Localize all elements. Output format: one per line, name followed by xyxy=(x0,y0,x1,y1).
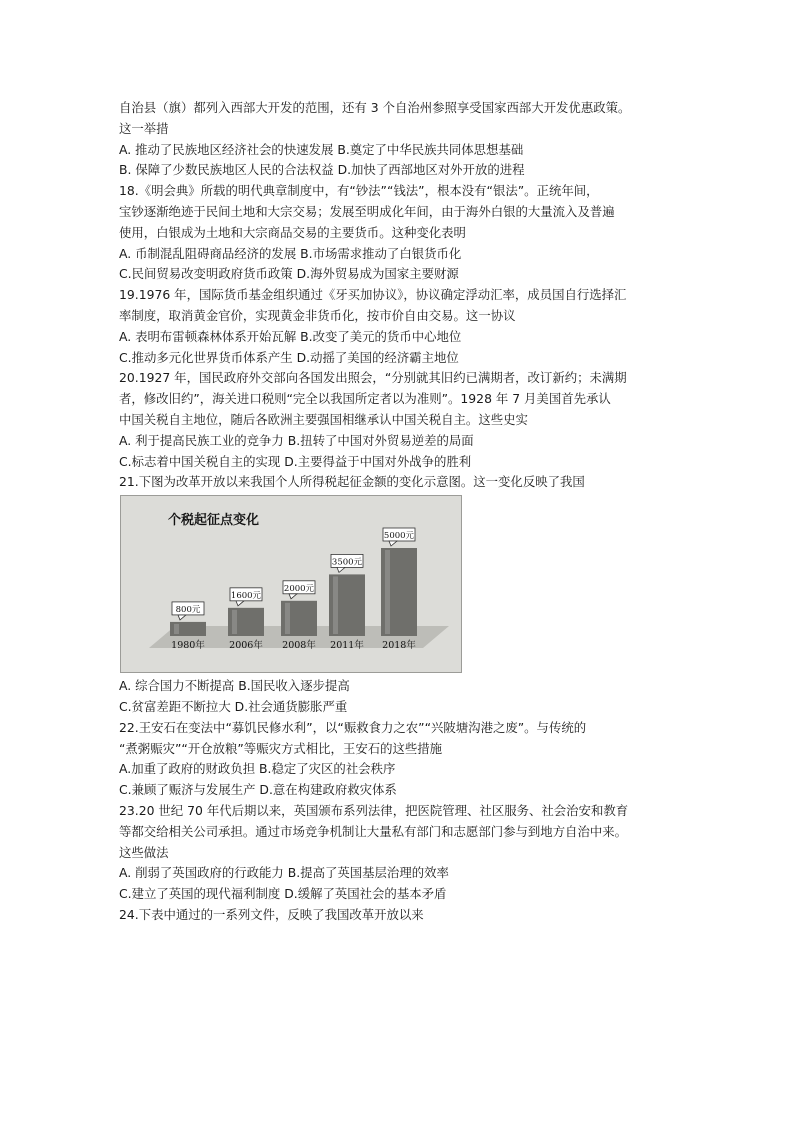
text-line: A. 表明布雷顿森林体系开始瓦解 B.改变了美元的货币中心地位 xyxy=(119,328,462,344)
bar-highlight xyxy=(285,603,290,634)
category-label: 2011年 xyxy=(330,640,364,652)
text-block-after-figure xyxy=(119,676,689,926)
text-line: A. 利于提高民族工业的竞争力 B.扭转了中国对外贸易逆差的局面 xyxy=(119,432,474,448)
text-line: A. 推动了民族地区经济社会的快速发展 B.奠定了中华民族共同体思想基础 xyxy=(119,141,524,157)
question-text xyxy=(119,98,689,926)
text-line: 21.下图为改革开放以来我国个人所得税起征金额的变化示意图。这一变化反映了我国 xyxy=(119,474,585,490)
bar-highlight xyxy=(333,577,338,635)
value-label: 5000元 xyxy=(383,531,415,542)
text-line: A. 削弱了英国政府的行政能力 B.提高了英国基层治理的效率 xyxy=(119,865,449,881)
text-line: 23.20 世纪 70 年代后期以来，英国颁布系列法律，把医院管理、社区服务、社会治安和教育 xyxy=(119,802,629,818)
text-line: C.兼顾了赈济与发展生产 D.意在构建政府救灾体系 xyxy=(119,782,397,798)
text-line: 这一举措 xyxy=(119,120,169,136)
text-line: C.推动多元化世界货币体系产生 D.动摇了美国的经济霸主地位 xyxy=(119,349,459,365)
text-line: C.民间贸易改变明政府货币政策 D.海外贸易成为国家主要财源 xyxy=(119,266,459,282)
value-callout-tail xyxy=(178,615,186,620)
chart-title: 个税起征点变化 xyxy=(168,513,260,529)
bar-highlight xyxy=(232,610,237,634)
text-line: A. 币制混乱阻碍商品经济的发展 B.市场需求推动了白银货币化 xyxy=(119,245,462,261)
bar-highlight xyxy=(174,624,179,634)
category-label: 2006年 xyxy=(229,640,263,652)
value-callout-tail xyxy=(389,541,397,546)
text-line: 24.下表中通过的一系列文件，反映了我国改革开放以来 xyxy=(119,906,424,922)
category-label: 1980年 xyxy=(171,640,205,652)
text-line: 18.《明会典》所载的明代典章制度中，有“钞法”“钱法”，根本没有“银法”。正统年间， xyxy=(119,183,599,199)
text-line: B. 保障了少数民族地区人民的合法权益 D.加快了西部地区对外开放的进程 xyxy=(119,162,525,178)
tax-threshold-figure xyxy=(120,495,462,673)
category-label: 2018年 xyxy=(382,640,416,652)
value-callout-tail xyxy=(236,601,244,606)
text-line: A.加重了政府的财政负担 B.稳定了灾区的社会秩序 xyxy=(119,761,396,777)
category-label: 2008年 xyxy=(282,640,316,652)
value-label: 3500元 xyxy=(331,557,363,568)
text-line: C.建立了英国的现代福利制度 D.缓解了英国社会的基本矛盾 xyxy=(119,886,447,902)
text-line: 使用，白银成为土地和大宗商品交易的主要货币。这种变化表明 xyxy=(119,224,466,240)
text-line: C.标志着中国关税自主的实现 D.主要得益于中国对外战争的胜利 xyxy=(119,453,472,469)
text-line: 22.王安石在变法中“募饥民修水利”，以“赈救食力之农”“兴陂塘沟港之废”。与传统的 xyxy=(119,719,587,735)
value-label: 800元 xyxy=(175,605,201,616)
text-line: 宝钞逐渐绝迹于民间土地和大宗交易；发展至明成化年间，由于海外白银的大量流入及普遍 xyxy=(119,203,615,219)
value-callout-tail xyxy=(289,594,297,599)
text-line: 19.1976 年，国际货币基金组织通过《牙买加协议》，协议确定浮动汇率，成员国自行选择汇 xyxy=(119,287,627,303)
text-block-before-figure xyxy=(119,98,689,493)
value-label: 1600元 xyxy=(230,590,262,601)
bar-highlight xyxy=(385,550,390,634)
text-line: 者，修改旧约”，海关进口税则“完全以我国所定者以为准则”。1928 年 7 月美国首先承认 xyxy=(119,391,611,407)
text-line: 率制度，取消黄金官价，实现黄金非货币化，按市价自由交易。这一协议 xyxy=(119,307,516,323)
text-line: 自治县（旗）都列入西部大开发的范围，还有 3 个自治州参照享受国家西部大开发优惠政策。 xyxy=(119,100,631,115)
value-label: 2000元 xyxy=(283,583,315,594)
bar-chart xyxy=(121,496,461,672)
text-line: 20.1927 年，国民政府外交部向各国发出照会，“分别就其旧约已满期者，改订新约；未满期 xyxy=(119,370,627,386)
text-line: “煮粥赈灾”“开仓放粮”等赈灾方式相比，王安石的这些措施 xyxy=(119,740,443,756)
text-line: 中国关税自主地位，随后各欧洲主要强国相继承认中国关税自主。这些史实 xyxy=(119,411,528,427)
text-line: A. 综合国力不断提高 B.国民收入逐步提高 xyxy=(119,678,350,694)
value-callout-tail xyxy=(337,568,345,573)
text-line: C.贫富差距不断拉大 D.社会通货膨胀严重 xyxy=(119,698,348,714)
text-line: 等都交给相关公司承担。通过市场竞争机制让大量私有部门和志愿部门参与到地方自治中来。 xyxy=(119,823,628,839)
text-line: 这些做法 xyxy=(119,844,169,860)
